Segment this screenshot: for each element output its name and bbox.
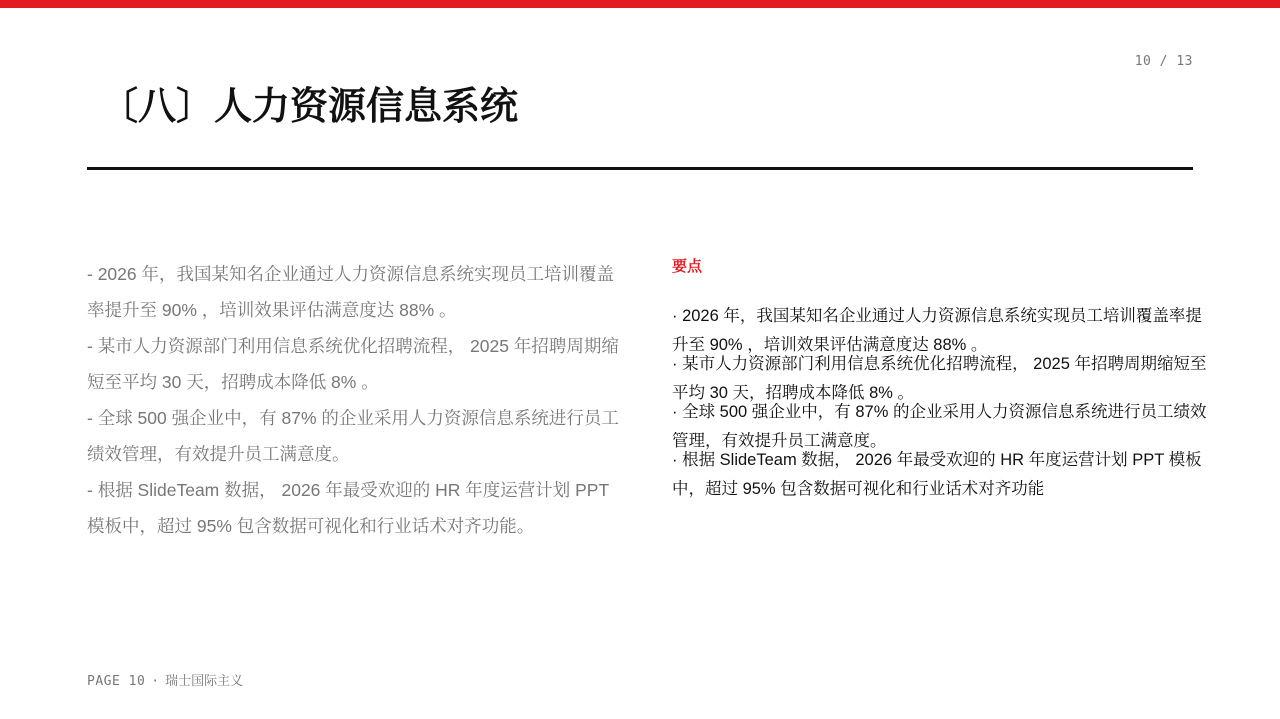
- page-counter: 10 / 13: [1134, 54, 1193, 69]
- footer-page-label: PAGE 10: [87, 674, 146, 689]
- footer-brand: 瑞士国际主义: [165, 674, 244, 689]
- key-point-item: · 某市人力资源部门利用信息系统优化招聘流程， 2025 年招聘周期缩短至平均 30 天，招聘成本降低 8% 。: [672, 355, 1207, 402]
- body-bullet-item: - 全球 500 强企业中，有 87% 的企业采用人力资源信息系统进行员工绩效管理，有效提升员工满意度。: [87, 408, 619, 464]
- top-accent-bar: [0, 0, 1280, 8]
- key-points-label: 要点: [672, 257, 703, 275]
- key-point-item: · 根据 SlideTeam 数据， 2026 年最受欢迎的 HR 年度运营计划 PPT 模板中，超过 95% 包含数据可视化和行业话术对齐功能: [672, 451, 1202, 498]
- body-bullet-list: [87, 256, 627, 544]
- body-bullet-item: - 根据 SlideTeam 数据， 2026 年最受欢迎的 HR 年度运营计划 PPT 模板中，超过 95% 包含数据可视化和行业话术对齐功能。: [87, 480, 609, 536]
- footer-separator: ·: [151, 674, 160, 689]
- slide-title: 〔八〕人力资源信息系统: [100, 84, 519, 128]
- key-points-list: [672, 302, 1207, 498]
- body-bullet-item: - 2026 年，我国某知名企业通过人力资源信息系统实现员工培训覆盖率提升至 90% ，培训效果评估满意度达 88% 。: [87, 264, 614, 320]
- title-divider: [87, 167, 1193, 170]
- key-point-item: · 2026 年，我国某知名企业通过人力资源信息系统实现员工培训覆盖率提升至 90% ，培训效果评估满意度达 88% 。: [672, 307, 1202, 354]
- key-point-item: · 全球 500 强企业中，有 87% 的企业采用人力资源信息系统进行员工绩效管理，有效提升员工满意度。: [672, 403, 1207, 450]
- body-bullet-item: - 某市人力资源部门利用信息系统优化招聘流程， 2025 年招聘周期缩短至平均 30 天，招聘成本降低 8% 。: [87, 336, 619, 392]
- slide-footer: [87, 670, 243, 689]
